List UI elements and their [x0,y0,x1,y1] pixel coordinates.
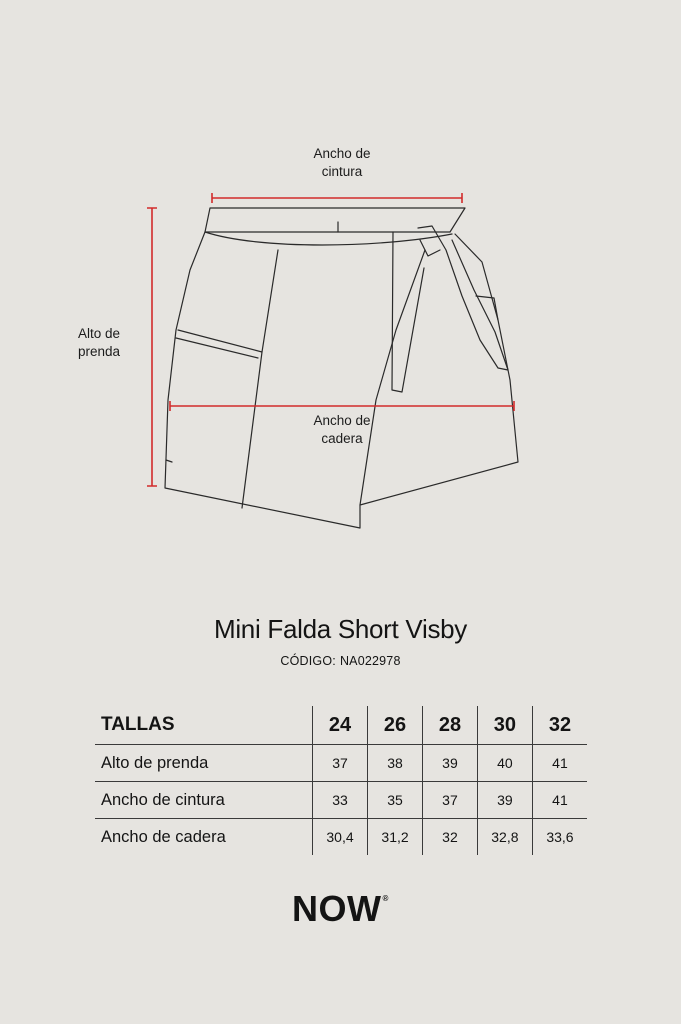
table-cell: 31,2 [368,819,423,856]
brand-name: NOW [292,888,382,929]
table-cell: 40 [477,745,532,782]
table-cell: 41 [532,782,587,819]
table-cell: 33,6 [532,819,587,856]
size-chart-table [95,706,587,855]
size-header-cell: 28 [423,706,478,745]
size-header-cell: 26 [368,706,423,745]
row-label: Ancho de cintura [95,782,313,819]
hip-label-line-2: cadera [321,431,363,446]
table-cell: 39 [477,782,532,819]
hip-label-line-1: Ancho de [313,413,371,428]
skirt-outline [165,232,518,528]
table-cell: 32,8 [477,819,532,856]
row-label: Alto de prenda [95,745,313,782]
brand-logo [0,888,681,930]
size-header-cell: 30 [477,706,532,745]
hip-width-label [292,412,392,448]
row-label: Ancho de cadera [101,827,226,846]
table-row [95,745,587,782]
table-cell: 37 [313,745,368,782]
garment-length-label [78,325,148,361]
table-cell: 41 [532,745,587,782]
table-cell: 33 [313,782,368,819]
table-row [95,819,587,856]
product-code-label: CÓDIGO: [280,654,336,668]
size-header-cell: 24 [313,706,368,745]
table-cell: 32 [423,819,478,856]
waist-label-line-1: Ancho de [313,146,371,161]
table-cell: 30,4 [313,819,368,856]
table-cell: 38 [368,745,423,782]
tie-belt [392,232,424,392]
table-row [95,782,587,819]
size-header-cell: 32 [532,706,587,745]
size-header-row [95,706,587,745]
registered-mark: ® [382,894,389,903]
table-cell: 37 [423,782,478,819]
waistband-outline [205,208,465,232]
length-label-line-1: Alto de [78,326,121,341]
table-cell: 35 [368,782,423,819]
waist-label-line-2: cintura [321,164,363,179]
sizes-header-label: TALLAS [95,706,313,745]
product-code [0,654,681,668]
waist-width-label [292,145,392,181]
table-cell: 39 [423,745,478,782]
product-title: Mini Falda Short Visby [213,614,468,644]
product-code-value: NA022978 [339,654,401,668]
length-label-line-2: prenda [78,344,121,359]
